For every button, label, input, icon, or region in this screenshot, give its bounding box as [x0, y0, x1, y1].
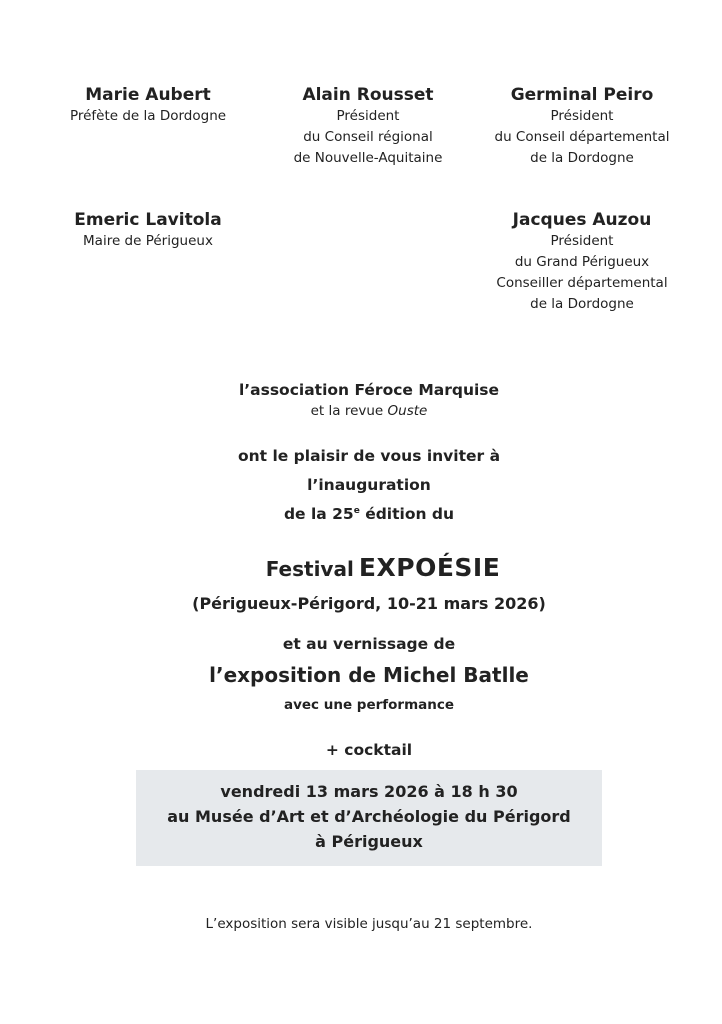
revue-line [0, 401, 722, 421]
edition-suffix: édition du [359, 505, 455, 523]
signatory-emeric-lavitola [48, 209, 248, 252]
signatory-title: Maire de Périgueux [83, 233, 213, 249]
signatory-jacques-auzou [472, 209, 692, 315]
signatory-title: du Grand Périgueux [514, 254, 650, 270]
invite-line-1: ont le plaisir de vous inviter à [237, 447, 501, 465]
signatory-title: de Nouvelle-Aquitaine [293, 150, 443, 166]
invite-line-2: l’inauguration [307, 476, 431, 494]
festival-title [0, 552, 722, 587]
signatory-title: Préfète de la Dordogne [69, 108, 227, 124]
exhibition-title: l’exposition de Michel Batlle [209, 663, 529, 687]
festival-name: EXPOÉSIE [358, 553, 501, 582]
performance-line: avec une performance [283, 697, 455, 713]
signatory-title: de la Dordogne [530, 296, 634, 312]
footer-note: L’exposition sera visible jusqu’au 21 septembre. [205, 916, 533, 932]
cocktail-line: + cocktail [325, 741, 413, 759]
signatory-title: Président [336, 108, 400, 124]
signatory-name: Emeric Lavitola [74, 210, 222, 230]
revue-prefix: et la revue [310, 403, 388, 419]
edition-prefix: de la 25 [283, 505, 354, 523]
festival-dates: (Périgueux-Périgord, 10-21 mars 2026) [192, 594, 546, 613]
signatory-title: du Conseil départemental [494, 129, 670, 145]
association-line: l’association Féroce Marquise [238, 381, 500, 399]
event-city: à Périgueux [315, 832, 423, 851]
signatory-name: Jacques Auzou [512, 210, 652, 230]
edition-line [0, 502, 722, 526]
signatory-title: de la Dordogne [530, 150, 634, 166]
signatory-name: Marie Aubert [85, 85, 211, 105]
signatory-title: du Conseil régional [303, 129, 433, 145]
signatory-germinal-peiro [472, 84, 692, 169]
signatory-title: Conseiller départemental [496, 275, 668, 291]
edition-superscript: e [353, 505, 360, 516]
revue-name: Ouste [387, 403, 428, 419]
signatory-name: Germinal Peiro [510, 85, 654, 105]
signatory-name: Alain Rousset [302, 85, 434, 105]
event-venue: au Musée d’Art et d’Archéologie du Périgord [167, 807, 571, 826]
signatory-marie-aubert [48, 84, 248, 127]
signatory-alain-rousset [268, 84, 468, 169]
signatory-title: Président [550, 108, 614, 124]
event-details-box [136, 770, 602, 866]
festival-word: Festival [265, 557, 354, 581]
signatory-title: Président [550, 233, 614, 249]
event-date-time: vendredi 13 mars 2026 à 18 h 30 [220, 782, 518, 801]
vernissage-line: et au vernissage de [282, 635, 456, 653]
